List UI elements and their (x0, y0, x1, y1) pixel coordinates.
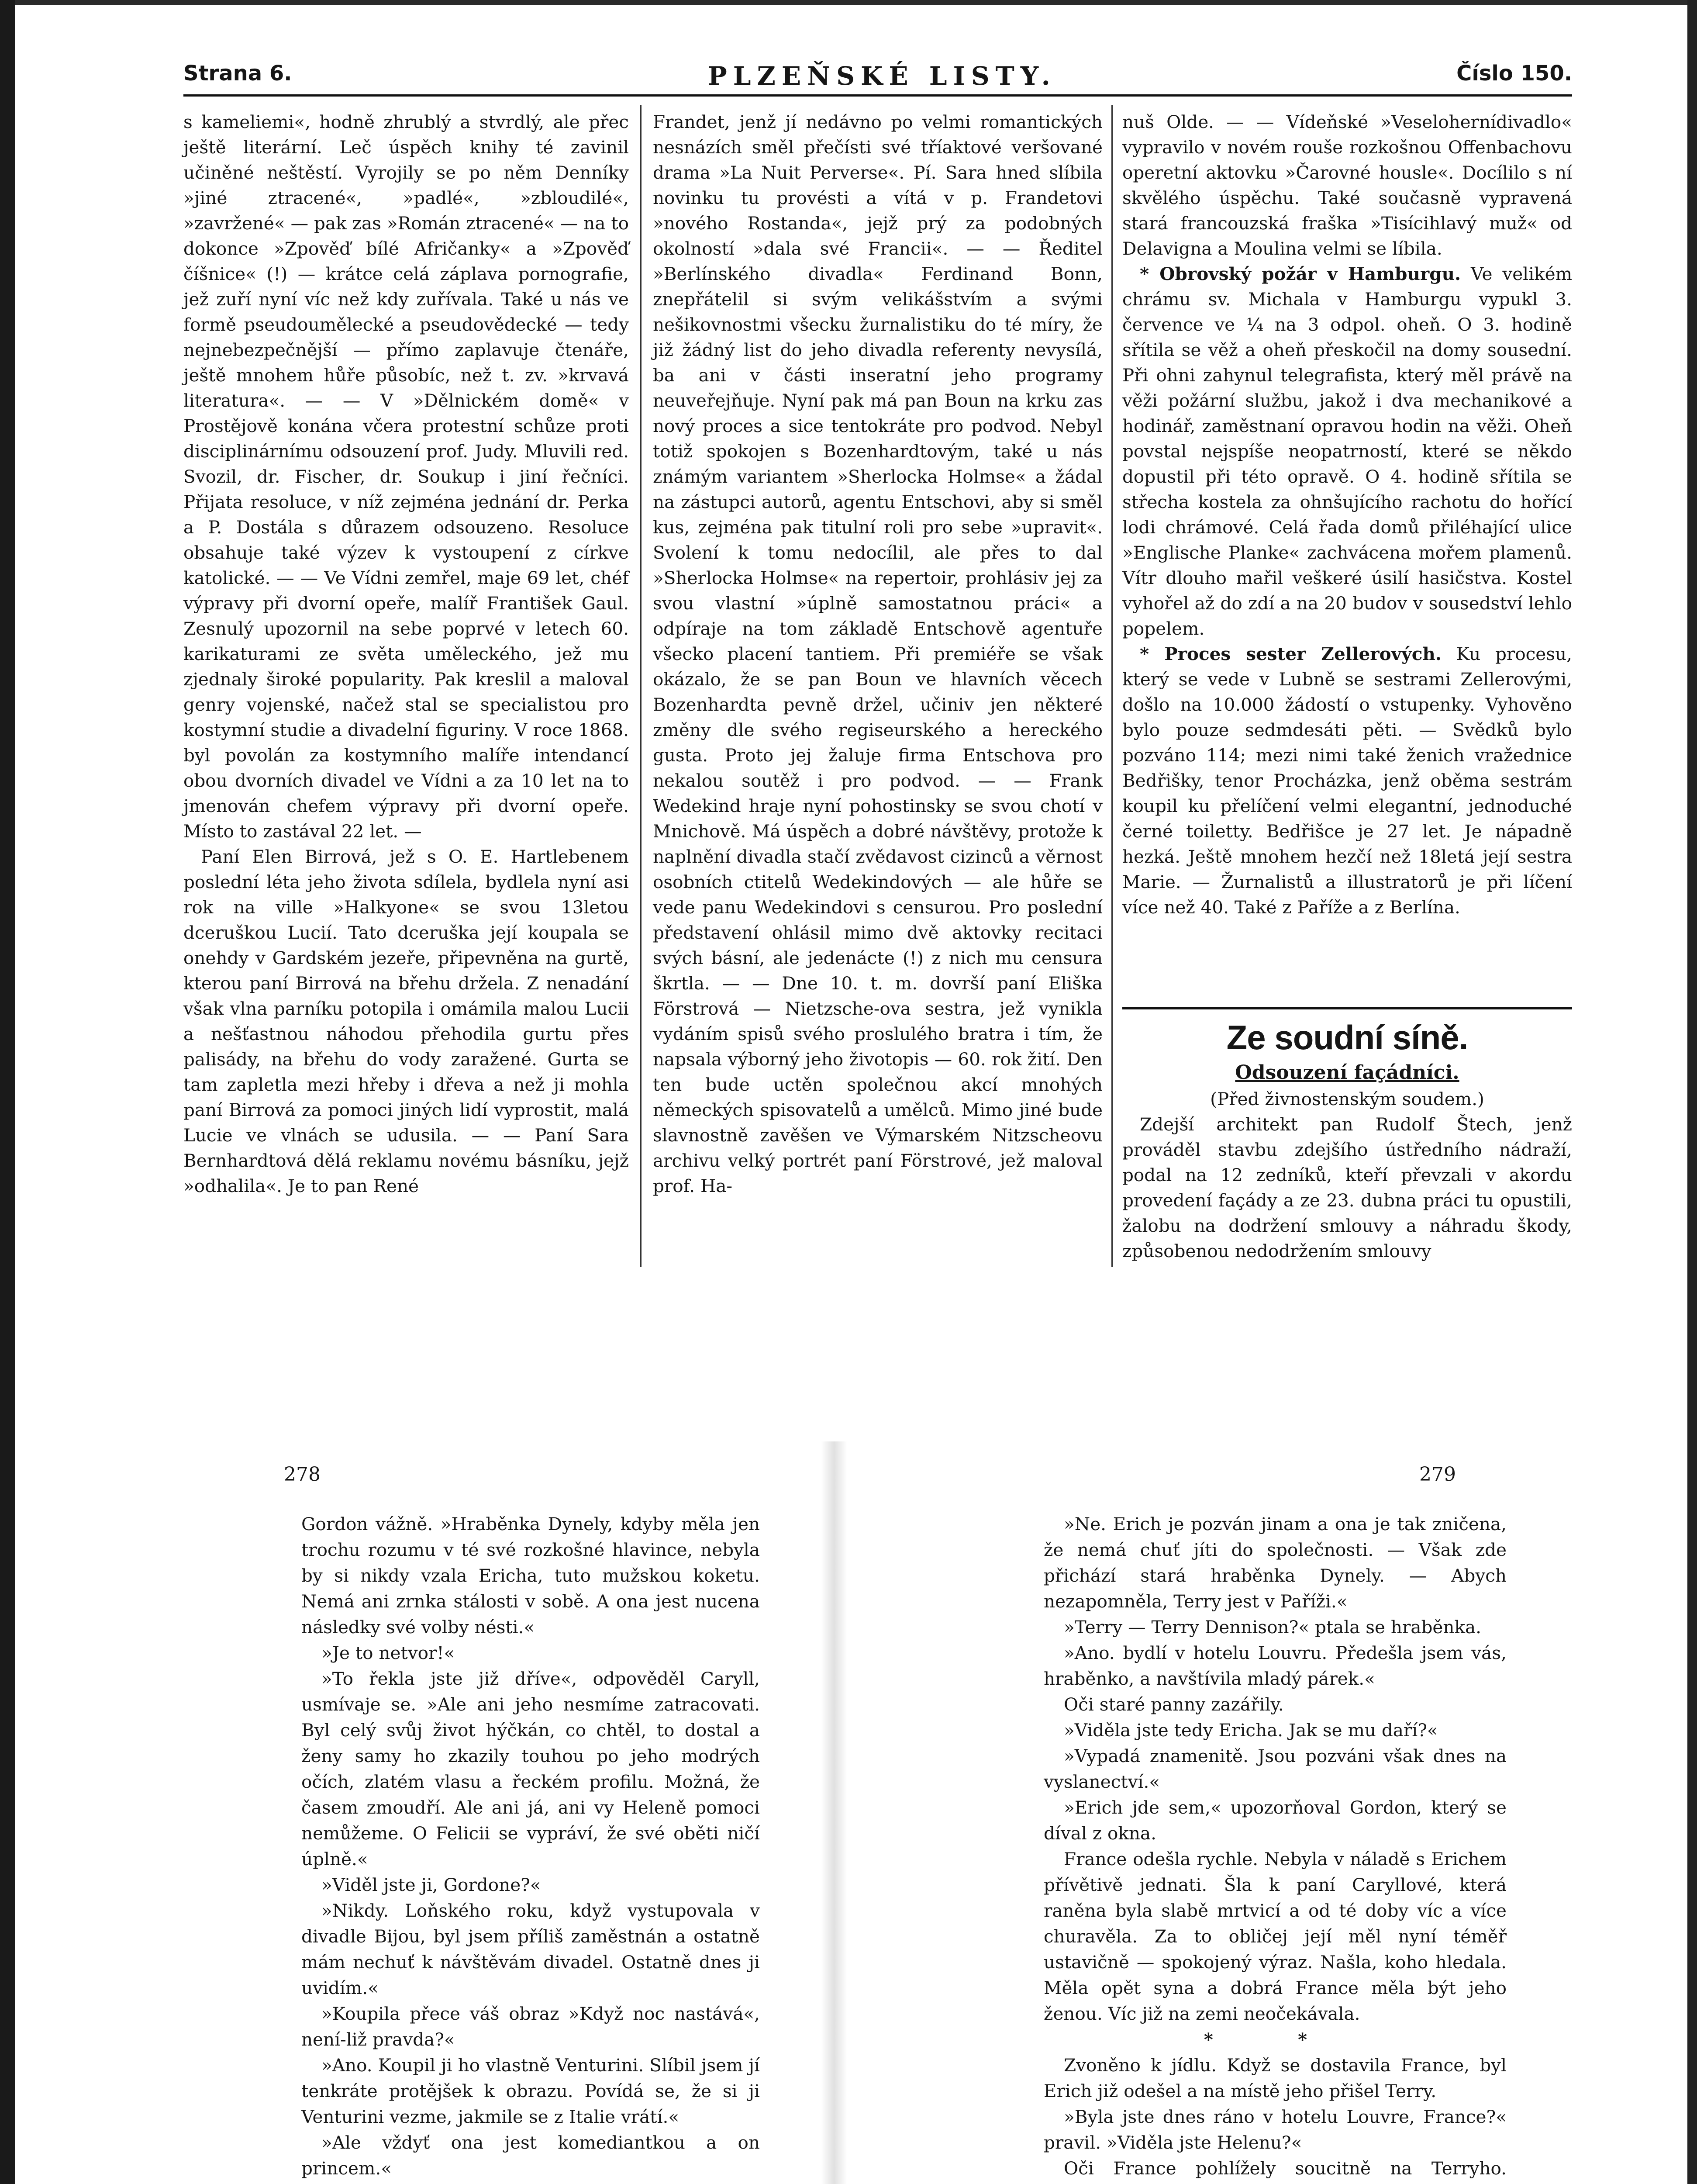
news-body: Ku procesu, který se vede v Lubně se sestrami Zellerovými, došlo na 10.000 žádostí o vstupenky. Vyhověno bylo pouze sedmdesáti pěti. — Svědků bylo pozváno 114; mezi nimi také ženich vražednice Bedřišky, tenor Procházka, jenž oběma sestrám koupil ku přelíčení velmi elegantní, jednoduché černé toiletty. Bedřišce je 27 let. Je nápadně hezká. Ještě mnohem hezčí než 18letá její sestra Marie. — Žurnalistů a illustratorů je při líčení více než 40. Také z Paříže a z Berlína. (1122, 643, 1573, 918)
novel-paragraph: Oči staré panny zazářily. (1064, 1694, 1284, 1715)
header-rule (183, 94, 1572, 97)
page-edge-right (1687, 0, 1697, 2184)
page-number-right: 279 (1419, 1463, 1456, 1486)
novel-paragraph: Oči France pohlížely soucitně na Terryho. (1064, 2158, 1507, 2179)
news-headline: * Proces sester Zellerových. (1140, 643, 1442, 664)
novel-paragraph: »Ano. bydlí v hotelu Louvru. Předešla jsem vás, hraběnko, a navštívila mladý párek.« (1044, 1642, 1507, 1689)
article-paragraph: Paní Elen Birrová, jež s O. E. Hartlebenem poslední léta jeho života sdílela, bydlela nyní asi rok na ville »Halkyone« se svou 13letou dceruškou Lucií. Tato dceruška její koupala se onehdy v Gardském jezeře, připevněna na gurtě, kterou paní Birrová na břehu držela. Z nenadání však vlna parníku potopila i omámila malou Lucii a nešťastnou náhodou přehodila gurtu přes palisády, na břehu do vody zaražené. Gurta se tam zapletla mezi hřeby i dřeva a než ji mohla paní Birrová za pomoci jiných lidí vyprostit, malá Lucie ve vlnách se udusila. — — Paní Sara Bernhardtová dělá reklamu novému básníku, jejž »odhalila«. Je to pan René (183, 846, 629, 1196)
novel-paragraph: Gordon vážně. »Hraběnka Dynely, kdyby měla jen trochu rozumu v té své rozkošné hlavince, nebyla by si nikdy vzala Ericha, tuto mužskou koketu. Nemá ani zrnka stálosti v sobě. A ona jest nucena následky své volby nésti.« (301, 1514, 760, 1638)
issue-number: Číslo 150. (1456, 61, 1572, 86)
novel-paragraph: »Ale vždyť ona jest komediantkou a on princem.« (301, 2132, 760, 2179)
page-label: Strana 6. (183, 61, 292, 86)
news-headline: * Obrovský požár v Hamburgu. (1140, 263, 1461, 284)
section-title: Ze soudní síně. (1226, 1018, 1468, 1057)
novel-paragraph: »Terry — Terry Dennison?« ptala se hraběnka. (1064, 1617, 1482, 1638)
news-item-trial (1122, 641, 1572, 920)
page-number-left: 278 (284, 1463, 321, 1486)
novel-paragraph: »Ano. Koupil ji ho vlastně Venturini. Slíbil jsem jí tenkráte protějšek k obrazu. Povídá se, že si ji Venturini vezme, jakmile se z Italie vrátí.« (301, 2055, 760, 2127)
section-note: (Před živnostenským soudem.) (1210, 1089, 1484, 1109)
novel-paragraph: »Viděl jste ji, Gordone?« (321, 1874, 541, 1895)
news-item-fire (1122, 261, 1572, 641)
column-1 (183, 109, 629, 1199)
novel-paragraph: Zvoněno k jídlu. Když se dostavila France, byl Erich již odešel a na místě jeho přišel Terry. (1044, 2055, 1507, 2101)
novel-paragraph: »Nikdy. Loňského roku, když vystupovala v divadle Bijou, byl jsem příliš zaměstnán a ostatně mám nechuť k návštěvám divadel. Ostatně dnes ji uvidím.« (301, 1900, 760, 1998)
court-section (1122, 1016, 1572, 1264)
news-body: Ve velikém chrámu sv. Michala v Hamburgu vypukl 3. července ve ¼ na 3 odpol. oheň. O 3. hodině sřítila se věž a oheň přeskočil na domy sousední. Při ohni zahynul telegrafista, který měl právě na věži požární službu, jakož i dva mechanikové a hodinář, zaměstnaní opravou hodin na věži. Oheň povstal nejspíše neopatrností, které se někdo dopustil při této opravě. O 4. hodině sřítila se střecha kostela za ohnšujícího rachotu do hořící lodi chrámové. Celá řada domů přiléhající ulice »Englische Planke« zachvácena mořem plamenů. Vítr dlouho mařil veškeré úsilí hasičstva. Kostel vyhořel až do zdí a na 20 budov v sousedství lehlo popelem. (1122, 263, 1572, 639)
novel-paragraph: »Viděla jste tedy Ericha. Jak se mu daří?« (1064, 1720, 1438, 1741)
novel-paragraph: »Erich jde sem,« upozorňoval Gordon, který se díval z okna. (1044, 1797, 1507, 1844)
book-fold (821, 1441, 847, 2184)
section-break-stars: * * (1204, 2029, 1347, 2050)
section-subtitle: Odsouzení façádníci. (1235, 1061, 1459, 1084)
section-rule (1122, 1007, 1572, 1009)
article-paragraph: Zdejší architekt pan Rudolf Štech, jenž prováděl stavbu zdejšího ústředního nádraží, podal na 12 zedníků, kteří převzali v akordu provedení façády a ze 23. dubna práci tu opustili, žalobu na dodržení smlouvy a náhradu škody, způsobenou nedodržením smlouvy (1122, 1114, 1572, 1261)
column-divider (640, 105, 642, 1267)
novel-paragraph (301, 2181, 760, 2184)
column-3 (1122, 109, 1572, 920)
novel-page-left (301, 1511, 760, 2184)
novel-page-right (1044, 1511, 1507, 2184)
article-paragraph: nuš Olde. — — Vídeňské »Veselohernídivadlo« vypravilo v novém rouše rozkošnou Offenbachovu operetní aktovku »Čarovné housle«. Docílilo s ní skvělého úspěchu. Také současně vypravená stará francouzská fraška »Tisícihlavý muž« od Delavigna a Moulina velmi se líbila. (1122, 111, 1572, 259)
novel-paragraph: France odešla rychle. Nebyla v náladě s Erichem přívětivě jednati. Šla k paní Caryllové, která raněna byla slabě mrtvicí a od té doby víc a více churavěla. Za to obličej její měl nyní téměř ustavičně — spokojený výraz. Našla, koho hledala. Měla opět syna a dobrá France měla být jeho ženou. Víc již na zemi neočekávala. (1044, 1849, 1507, 2024)
article-paragraph: Frandet, jenž jí nedávno po velmi romantických nesnázích směl přečísti své tříaktové veršované drama »La Nuit Perverse«. Pí. Sara hned slíbila novinku tu provésti a vítá v p. Frandetovi »nového Rostanda«, jejž prý za podobných okolností »dala své Francii«. — — Ředitel »Berlínského divadla« Ferdinand Bonn, znepřátelil si svým velikášstvím a svými nešikovnostmi všecku žurnalistiku do té míry, že již žádný list do jeho divadla referenty nevysílá, ba ani v části inseratní jeho programy neuveřejňuje. Nyní pak má pan Boun na krku zas nový proces a sice tentokráte pro podvod. Nebyl totiž spokojen s Bozenhardtovým, také u nás známým variantem »Sherlocka Holmse« a žádal na zástupci autorů, agentu Entschovi, aby si směl kus, zejména pak titulní roli pro sebe »upravit«. Svolení k tomu nedocílil, ale přes to dal »Sherlocka Holmse« na repertoir, prohlásiv jej za svou vlastní »úplně samostatnou práci« a odpíraje na tom základě Entschově agentuře všecko placení tantiem. Při premiéře se však okázalo, že se pan Boun ve hlavních věcech Bozenhardta pevně držel, učiniv jen některé změny dle svého regiseurského a hereckého gusta. Proto jej žaluje firma Entschova pro nekalou soutěž i pro podvod. — — Frank Wedekind hraje nyní pohostinsky se svou chotí v Mnichově. Má úspěch a dobré návštěvy, protože k naplnění divadla stačí zvědavost cizinců a věrnost osobních ctitelů Wedekindových — ale hůře se vede panu Wedekindovi s censurou. Pro poslední představení ohlásil mimo dvě aktovky recitaci svých básní, ale jedenácte (!) z nich mu censura škrtla. — — Dne 10. t. m. dovrší paní Eliška Förstrová — Nietzsche-ova sestra, jež vynikla vydáním spisů svého proslulého bratra i tím, že napsala výborný jeho životopis — 60. rok žití. Den ten bude uctěn společnou akcí mnohých německých spisovatelů a umělců. Mimo jiné bude slavnostně zavěšen ve Výmarském Nitzscheovu archivu velký portrét paní Förstrové, jež maloval prof. Ha- (653, 111, 1103, 1196)
newspaper-title: PLZEŇSKÉ LISTY. (708, 61, 1056, 91)
article-paragraph: s kameliemi«, hodně zhrublý a stvrdlý, ale přec ještě literární. Leč úspěch knihy té zavinil učiněné neštěstí. Vyrojily se po něm Denníky »jiné ztracené«, »padlé«, »zbloudilé«, »zavržené« — pak zas »Román ztracené« — na to dokonce »Zpověď bílé Afričanky« a »Zpověď číšnice« (!) — krátce celá záplava pornografie, jež zuří nyní víc než kdy zuřívala. Také u nás ve formě pseudoumělecké a pseudovědecké — tedy nejnebezpečnější — přímo zaplavuje čtenáře, ještě mnohem hůře působíc, než t. zv. »krvavá literatura«. — — V »Dělnickém domě« v Prostějově konána včera protestní schůze proti disciplinárnímu odsouzení prof. Judy. Mluvili red. Svozil, dr. Fischer, dr. Soukup i jiní řečníci. Přijata resoluce, v níž zejména jednání dr. Perka a P. Dostála s důrazem odsouzeno. Resoluce obsahuje také výzev k vystoupení z církve katolické. — — Ve Vídni zemřel, maje 69 let, chéf výpravy při dvorní opeře, malíř František Gaul. Zesnulý upozornil na sebe poprvé v letech 60. karikaturami ze světa uměleckého, jež mu zjednaly široké popularity. Pak kreslil a maloval genry vojenské, načež stal se specialistou pro kostymní studie a divadelní figuriny. V roce 1868. byl povolán za kostymního malíře intendancí obou dvorních divadel ve Vídni a za 10 let na to jmenován chefem výpravy při dvorní opeře. Místo to zastával 22 let. — (183, 111, 629, 842)
page-edge-left (0, 0, 15, 2184)
novel-paragraph: »Ne. Erich je pozván jinam a ona je tak zničena, že nemá chuť jíti do společnosti. — Však zde přichází stará hraběnka Dynely. — Abych nezapomněla, Terry jest v Paříži.« (1044, 1514, 1507, 1612)
novel-paragraph: »Byla jste dnes ráno v hotelu Louvre, France?« pravil. »Viděla jste Helenu?« (1044, 2106, 1507, 2153)
page-edge-top (15, 0, 1687, 5)
novel-paragraph: »Je to netvor!« (321, 1642, 455, 1663)
newspaper-header (183, 61, 1572, 92)
column-2 (653, 109, 1103, 1199)
column-divider (1111, 105, 1113, 1267)
court-article (1122, 1112, 1572, 1264)
novel-paragraph: »Koupila přece váš obraz »Když noc nastává«, není-liž pravda?« (301, 2003, 760, 2050)
novel-paragraph: »Vypadá znamenitě. Jsou pozváni však dnes na vyslanectví.« (1044, 1745, 1507, 1792)
novel-paragraph: »To řekla jste již dříve«, odpověděl Caryll, usmívaje se. »Ale ani jeho nesmíme zatracovati. Byl celý svůj život hýčkán, co chtěl, to dostal a ženy samy ho zkazily touhou po jeho modrých očích, zlatém vlasu a řeckém profilu. Možná, že časem zmoudří. Ale ani já, ani vy Heleně pomoci nemůžeme. O Felicii se vypráví, že své oběti ničí úplně.« (301, 1668, 760, 1870)
